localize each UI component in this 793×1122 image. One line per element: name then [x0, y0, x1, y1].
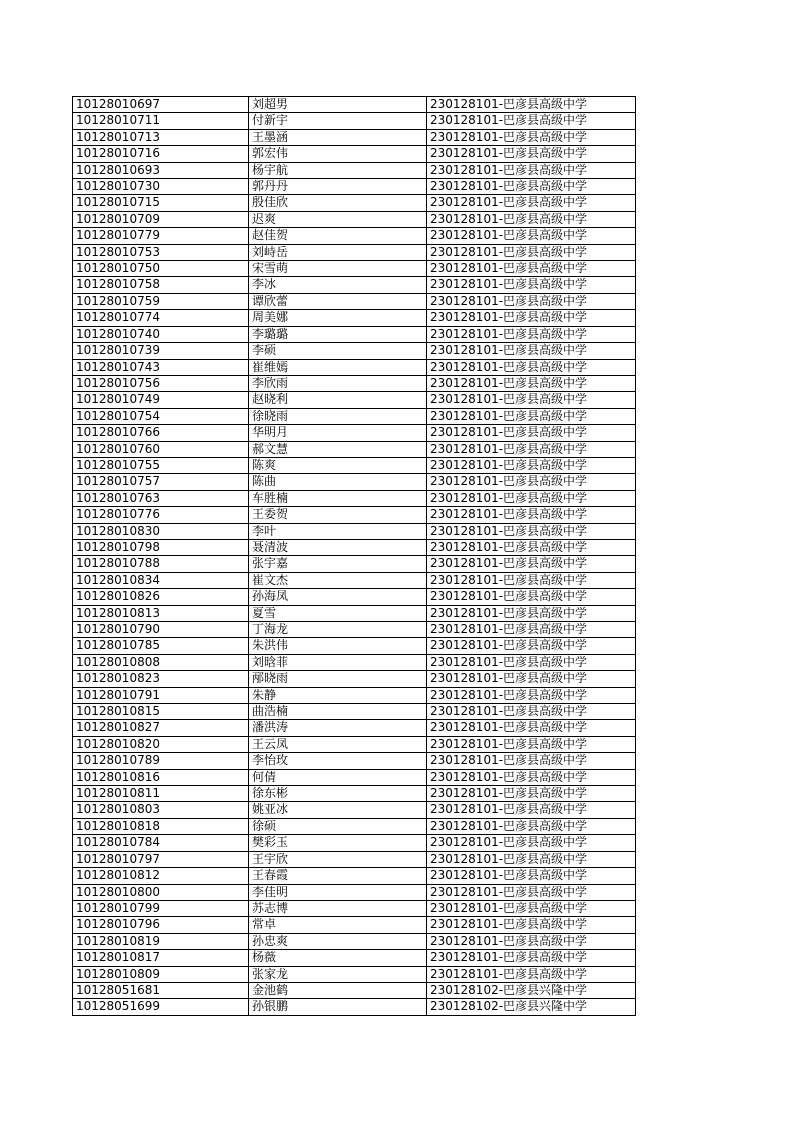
student-name-cell: 徐晓雨: [249, 408, 427, 424]
school-code-name-cell: 230128101-巴彦县高级中学: [427, 900, 636, 916]
candidate-id-cell: 10128010785: [73, 638, 249, 654]
school-code-name-cell: 230128101-巴彦县高级中学: [427, 179, 636, 195]
student-name-cell: 周美娜: [249, 310, 427, 326]
student-name-cell: 金池鹤: [249, 982, 427, 998]
table-row: [73, 966, 636, 982]
roster-table: [72, 96, 636, 1016]
student-name-cell: 李欣雨: [249, 375, 427, 391]
student-name-cell: 李佳明: [249, 884, 427, 900]
school-code-name-cell: 230128101-巴彦县高级中学: [427, 211, 636, 227]
school-code-name-cell: 230128101-巴彦县高级中学: [427, 933, 636, 949]
candidate-id-cell: 10128010830: [73, 523, 249, 539]
table-row: [73, 589, 636, 605]
school-code-name-cell: 230128101-巴彦县高级中学: [427, 343, 636, 359]
school-code-name-cell: 230128101-巴彦县高级中学: [427, 736, 636, 752]
school-code-name-cell: 230128101-巴彦县高级中学: [427, 654, 636, 670]
candidate-id-cell: 10128010797: [73, 851, 249, 867]
candidate-id-cell: 10128010739: [73, 343, 249, 359]
student-name-cell: 李怡玫: [249, 753, 427, 769]
school-code-name-cell: 230128101-巴彦县高级中学: [427, 753, 636, 769]
candidate-id-cell: 10128010809: [73, 966, 249, 982]
school-code-name-cell: 230128101-巴彦县高级中学: [427, 818, 636, 834]
student-name-cell: 车胜楠: [249, 490, 427, 506]
student-name-cell: 李硕: [249, 343, 427, 359]
candidate-id-cell: 10128010819: [73, 933, 249, 949]
school-code-name-cell: 230128101-巴彦县高级中学: [427, 97, 636, 113]
table-row: [73, 605, 636, 621]
student-name-cell: 徐东彬: [249, 786, 427, 802]
school-code-name-cell: 230128101-巴彦县高级中学: [427, 425, 636, 441]
student-name-cell: 王春霞: [249, 868, 427, 884]
school-code-name-cell: 230128101-巴彦县高级中学: [427, 868, 636, 884]
school-code-name-cell: 230128101-巴彦县高级中学: [427, 392, 636, 408]
student-name-cell: 华明月: [249, 425, 427, 441]
candidate-id-cell: 10128010756: [73, 375, 249, 391]
student-name-cell: 孙忠爽: [249, 933, 427, 949]
candidate-id-cell: 10128010812: [73, 868, 249, 884]
school-code-name-cell: 230128101-巴彦县高级中学: [427, 474, 636, 490]
table-row: [73, 687, 636, 703]
table-row: [73, 425, 636, 441]
table-row: [73, 818, 636, 834]
student-name-cell: 朱洪伟: [249, 638, 427, 654]
student-name-cell: 刘晗菲: [249, 654, 427, 670]
candidate-id-cell: 10128010834: [73, 572, 249, 588]
student-name-cell: 孙海凤: [249, 589, 427, 605]
table-row: [73, 884, 636, 900]
table-row: [73, 375, 636, 391]
school-code-name-cell: 230128101-巴彦县高级中学: [427, 835, 636, 851]
table-row: [73, 622, 636, 638]
school-code-name-cell: 230128101-巴彦县高级中学: [427, 556, 636, 572]
school-code-name-cell: 230128101-巴彦县高级中学: [427, 359, 636, 375]
table-row: [73, 933, 636, 949]
student-name-cell: 李冰: [249, 277, 427, 293]
table-row: [73, 654, 636, 670]
table-row: [73, 704, 636, 720]
school-code-name-cell: 230128101-巴彦县高级中学: [427, 310, 636, 326]
student-name-cell: 何倩: [249, 769, 427, 785]
candidate-id-cell: 10128010779: [73, 228, 249, 244]
table-row: [73, 720, 636, 736]
school-code-name-cell: 230128101-巴彦县高级中学: [427, 228, 636, 244]
roster-table-body: [73, 97, 636, 1016]
table-row: [73, 769, 636, 785]
table-row: [73, 359, 636, 375]
school-code-name-cell: 230128102-巴彦县兴隆中学: [427, 999, 636, 1015]
student-name-cell: 杨薇: [249, 950, 427, 966]
table-row: [73, 786, 636, 802]
school-code-name-cell: 230128101-巴彦县高级中学: [427, 802, 636, 818]
candidate-id-cell: 10128010784: [73, 835, 249, 851]
candidate-id-cell: 10128010754: [73, 408, 249, 424]
table-row: [73, 835, 636, 851]
table-row: [73, 638, 636, 654]
candidate-id-cell: 10128010693: [73, 162, 249, 178]
candidate-id-cell: 10128010803: [73, 802, 249, 818]
school-code-name-cell: 230128101-巴彦县高级中学: [427, 966, 636, 982]
table-row: [73, 474, 636, 490]
student-name-cell: 王云凤: [249, 736, 427, 752]
table-row: [73, 162, 636, 178]
table-row: [73, 392, 636, 408]
table-row: [73, 97, 636, 113]
student-name-cell: 刘峙岳: [249, 244, 427, 260]
student-name-cell: 樊彩玉: [249, 835, 427, 851]
student-name-cell: 王墨涵: [249, 129, 427, 145]
candidate-id-cell: 10128010808: [73, 654, 249, 670]
table-row: [73, 900, 636, 916]
school-code-name-cell: 230128101-巴彦县高级中学: [427, 146, 636, 162]
candidate-id-cell: 10128010800: [73, 884, 249, 900]
school-code-name-cell: 230128101-巴彦县高级中学: [427, 490, 636, 506]
student-name-cell: 谭欣蕾: [249, 293, 427, 309]
candidate-id-cell: 10128010820: [73, 736, 249, 752]
candidate-id-cell: 10128010790: [73, 622, 249, 638]
school-code-name-cell: 230128101-巴彦县高级中学: [427, 687, 636, 703]
table-row: [73, 228, 636, 244]
table-row: [73, 261, 636, 277]
school-code-name-cell: 230128101-巴彦县高级中学: [427, 277, 636, 293]
candidate-id-cell: 10128051699: [73, 999, 249, 1015]
table-row: [73, 457, 636, 473]
candidate-id-cell: 10128010826: [73, 589, 249, 605]
table-row: [73, 343, 636, 359]
candidate-id-cell: 10128010753: [73, 244, 249, 260]
candidate-id-cell: 10128010757: [73, 474, 249, 490]
candidate-id-cell: 10128010813: [73, 605, 249, 621]
school-code-name-cell: 230128101-巴彦县高级中学: [427, 293, 636, 309]
student-name-cell: 付新宇: [249, 113, 427, 129]
table-row: [73, 802, 636, 818]
student-name-cell: 刘超男: [249, 97, 427, 113]
student-name-cell: 姚亚冰: [249, 802, 427, 818]
table-row: [73, 507, 636, 523]
table-row: [73, 195, 636, 211]
table-row: [73, 408, 636, 424]
candidate-id-cell: 10128010776: [73, 507, 249, 523]
school-code-name-cell: 230128101-巴彦县高级中学: [427, 441, 636, 457]
school-code-name-cell: 230128101-巴彦县高级中学: [427, 507, 636, 523]
school-code-name-cell: 230128101-巴彦县高级中学: [427, 720, 636, 736]
school-code-name-cell: 230128101-巴彦县高级中学: [427, 671, 636, 687]
candidate-id-cell: 10128010796: [73, 917, 249, 933]
candidate-id-cell: 10128010811: [73, 786, 249, 802]
candidate-id-cell: 10128010774: [73, 310, 249, 326]
student-name-cell: 孙银鹏: [249, 999, 427, 1015]
student-name-cell: 邴晓雨: [249, 671, 427, 687]
school-code-name-cell: 230128101-巴彦县高级中学: [427, 129, 636, 145]
candidate-id-cell: 10128010818: [73, 818, 249, 834]
school-code-name-cell: 230128101-巴彦县高级中学: [427, 638, 636, 654]
table-row: [73, 310, 636, 326]
school-code-name-cell: 230128101-巴彦县高级中学: [427, 786, 636, 802]
student-name-cell: 赵佳贺: [249, 228, 427, 244]
table-row: [73, 572, 636, 588]
candidate-id-cell: 10128010760: [73, 441, 249, 457]
student-name-cell: 丁海龙: [249, 622, 427, 638]
student-name-cell: 宋雪萌: [249, 261, 427, 277]
table-row: [73, 211, 636, 227]
school-code-name-cell: 230128101-巴彦县高级中学: [427, 244, 636, 260]
student-name-cell: 崔维嫣: [249, 359, 427, 375]
student-name-cell: 杨宇航: [249, 162, 427, 178]
candidate-id-cell: 10128010740: [73, 326, 249, 342]
candidate-id-cell: 10128010743: [73, 359, 249, 375]
student-name-cell: 郝文慧: [249, 441, 427, 457]
student-name-cell: 殷佳欣: [249, 195, 427, 211]
student-name-cell: 陈爽: [249, 457, 427, 473]
candidate-id-cell: 10128010799: [73, 900, 249, 916]
candidate-id-cell: 10128010697: [73, 97, 249, 113]
student-name-cell: 王宇欣: [249, 851, 427, 867]
school-code-name-cell: 230128101-巴彦县高级中学: [427, 523, 636, 539]
school-code-name-cell: 230128101-巴彦县高级中学: [427, 113, 636, 129]
candidate-id-cell: 10128010816: [73, 769, 249, 785]
student-name-cell: 李璐璐: [249, 326, 427, 342]
table-row: [73, 982, 636, 998]
table-row: [73, 950, 636, 966]
student-name-cell: 徐硕: [249, 818, 427, 834]
table-row: [73, 146, 636, 162]
candidate-id-cell: 10128010815: [73, 704, 249, 720]
candidate-id-cell: 10128010759: [73, 293, 249, 309]
candidate-id-cell: 10128010798: [73, 539, 249, 555]
table-row: [73, 556, 636, 572]
school-code-name-cell: 230128101-巴彦县高级中学: [427, 884, 636, 900]
student-name-cell: 陈曲: [249, 474, 427, 490]
candidate-id-cell: 10128010817: [73, 950, 249, 966]
candidate-id-cell: 10128010711: [73, 113, 249, 129]
student-name-cell: 朱静: [249, 687, 427, 703]
student-name-cell: 赵晓利: [249, 392, 427, 408]
school-code-name-cell: 230128101-巴彦县高级中学: [427, 162, 636, 178]
table-row: [73, 671, 636, 687]
student-name-cell: 曲浩楠: [249, 704, 427, 720]
school-code-name-cell: 230128102-巴彦县兴隆中学: [427, 982, 636, 998]
candidate-id-cell: 10128010758: [73, 277, 249, 293]
candidate-id-cell: 10128010709: [73, 211, 249, 227]
school-code-name-cell: 230128101-巴彦县高级中学: [427, 408, 636, 424]
candidate-id-cell: 10128010730: [73, 179, 249, 195]
school-code-name-cell: 230128101-巴彦县高级中学: [427, 851, 636, 867]
table-row: [73, 326, 636, 342]
school-code-name-cell: 230128101-巴彦县高级中学: [427, 261, 636, 277]
student-name-cell: 王委贺: [249, 507, 427, 523]
candidate-id-cell: 10128010827: [73, 720, 249, 736]
school-code-name-cell: 230128101-巴彦县高级中学: [427, 375, 636, 391]
table-row: [73, 441, 636, 457]
school-code-name-cell: 230128101-巴彦县高级中学: [427, 917, 636, 933]
student-name-cell: 聂清波: [249, 539, 427, 555]
student-name-cell: 迟爽: [249, 211, 427, 227]
table-row: [73, 539, 636, 555]
school-code-name-cell: 230128101-巴彦县高级中学: [427, 572, 636, 588]
candidate-id-cell: 10128010791: [73, 687, 249, 703]
school-code-name-cell: 230128101-巴彦县高级中学: [427, 622, 636, 638]
school-code-name-cell: 230128101-巴彦县高级中学: [427, 589, 636, 605]
student-name-cell: 李叶: [249, 523, 427, 539]
candidate-id-cell: 10128010789: [73, 753, 249, 769]
student-name-cell: 郭宏伟: [249, 146, 427, 162]
student-name-cell: 潘洪涛: [249, 720, 427, 736]
candidate-id-cell: 10128010755: [73, 457, 249, 473]
candidate-id-cell: 10128010788: [73, 556, 249, 572]
school-code-name-cell: 230128101-巴彦县高级中学: [427, 195, 636, 211]
table-row: [73, 129, 636, 145]
school-code-name-cell: 230128101-巴彦县高级中学: [427, 326, 636, 342]
school-code-name-cell: 230128101-巴彦县高级中学: [427, 457, 636, 473]
candidate-id-cell: 10128010716: [73, 146, 249, 162]
student-name-cell: 郭丹丹: [249, 179, 427, 195]
school-code-name-cell: 230128101-巴彦县高级中学: [427, 605, 636, 621]
student-name-cell: 崔文杰: [249, 572, 427, 588]
school-code-name-cell: 230128101-巴彦县高级中学: [427, 769, 636, 785]
student-name-cell: 夏雪: [249, 605, 427, 621]
table-row: [73, 244, 636, 260]
candidate-id-cell: 10128051681: [73, 982, 249, 998]
student-name-cell: 常卓: [249, 917, 427, 933]
candidate-id-cell: 10128010715: [73, 195, 249, 211]
school-code-name-cell: 230128101-巴彦县高级中学: [427, 704, 636, 720]
candidate-id-cell: 10128010749: [73, 392, 249, 408]
table-row: [73, 753, 636, 769]
table-row: [73, 277, 636, 293]
student-name-cell: 苏志博: [249, 900, 427, 916]
candidate-id-cell: 10128010713: [73, 129, 249, 145]
table-row: [73, 851, 636, 867]
candidate-id-cell: 10128010823: [73, 671, 249, 687]
table-row: [73, 490, 636, 506]
candidate-id-cell: 10128010750: [73, 261, 249, 277]
candidate-id-cell: 10128010766: [73, 425, 249, 441]
student-name-cell: 张宇嘉: [249, 556, 427, 572]
student-name-cell: 张家龙: [249, 966, 427, 982]
table-row: [73, 917, 636, 933]
table-row: [73, 179, 636, 195]
candidate-id-cell: 10128010763: [73, 490, 249, 506]
table-row: [73, 523, 636, 539]
table-row: [73, 113, 636, 129]
table-row: [73, 999, 636, 1015]
school-code-name-cell: 230128101-巴彦县高级中学: [427, 539, 636, 555]
school-code-name-cell: 230128101-巴彦县高级中学: [427, 950, 636, 966]
table-row: [73, 293, 636, 309]
table-row: [73, 736, 636, 752]
table-row: [73, 868, 636, 884]
